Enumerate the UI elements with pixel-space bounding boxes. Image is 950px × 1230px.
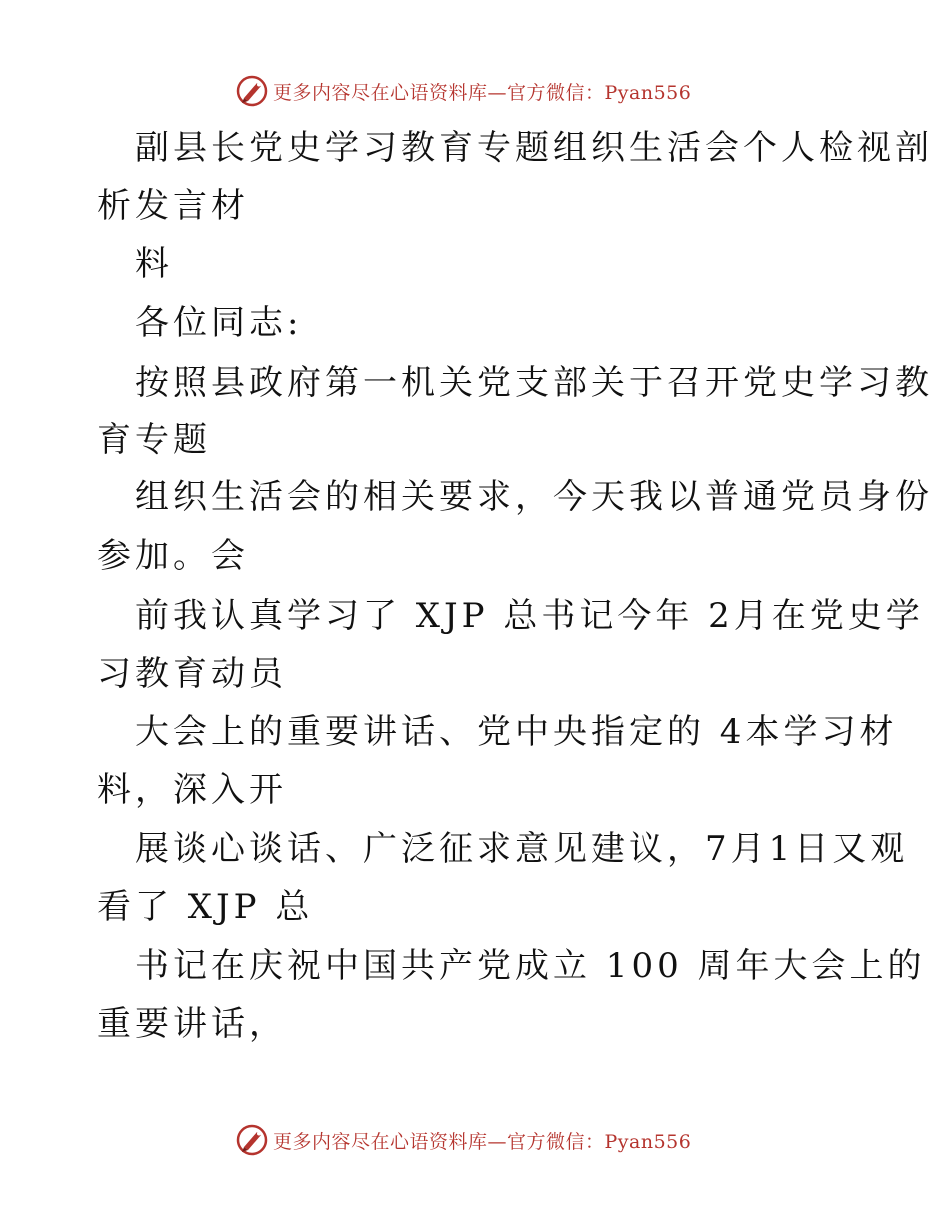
pen-seal-icon — [235, 74, 269, 108]
pen-seal-icon — [235, 1123, 269, 1157]
footer-watermark — [235, 1120, 691, 1160]
doc-paragraph-line: 组织生活会的相关要求，今天我以普通党员身份 — [135, 477, 933, 517]
doc-paragraph-line: 书记在庆祝中国共产党成立 100 周年大会上的 — [135, 946, 926, 986]
watermark-text: 更多内容尽在心语资料库—官方微信：Pyan556 — [273, 1130, 692, 1153]
doc-salutation: 各位同志: — [135, 303, 303, 343]
doc-paragraph-line: 参加。会 — [97, 536, 249, 576]
doc-paragraph-line: 习教育动员 — [97, 654, 287, 694]
doc-paragraph-line: 料，深入开 — [97, 770, 287, 810]
doc-title-line-2: 析发言材 — [97, 186, 249, 226]
doc-paragraph-line: 重要讲话， — [97, 1004, 287, 1044]
doc-paragraph-line: 前我认真学习了 XJP 总书记今年 2月在党史学 — [135, 596, 924, 636]
doc-paragraph-line: 大会上的重要讲话、党中央指定的 4本学习材 — [135, 712, 898, 752]
doc-paragraph-line: 育专题 — [97, 420, 211, 460]
doc-title-line-3: 料 — [135, 244, 173, 284]
doc-title-line-1: 副县长党史学习教育专题组织生活会个人检视剖 — [135, 128, 933, 168]
watermark-text: 更多内容尽在心语资料库—官方微信：Pyan556 — [273, 81, 692, 104]
doc-paragraph-line: 展谈心谈话、广泛征求意见建议，7月1日又观 — [135, 829, 909, 869]
doc-paragraph-line: 看了 XJP 总 — [97, 887, 314, 927]
doc-paragraph-line: 按照县政府第一机关党支部关于召开党史学习教 — [135, 363, 933, 403]
header-watermark — [235, 71, 691, 111]
